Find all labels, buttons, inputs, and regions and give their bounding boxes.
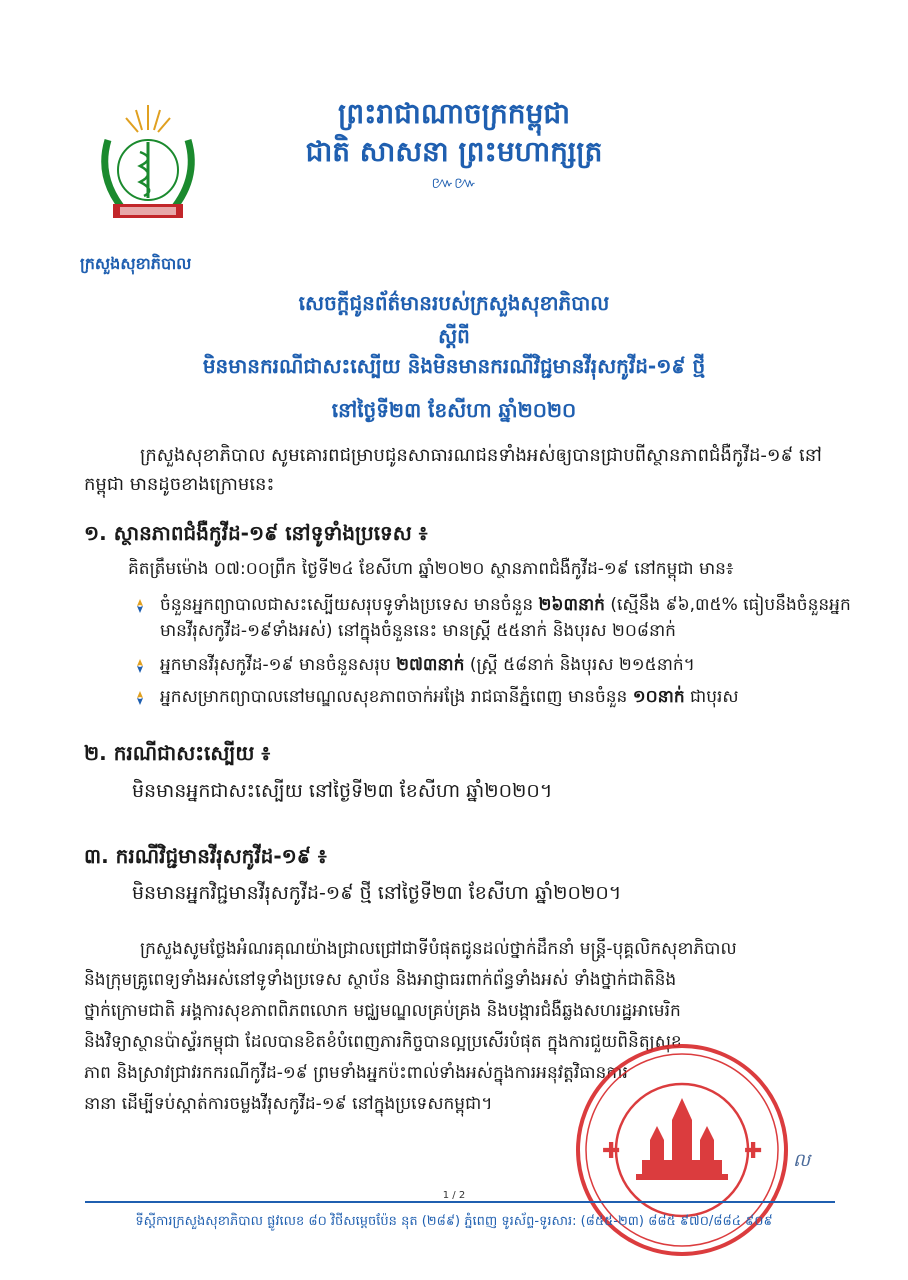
national-motto: ជាតិ សាសនា ព្រះមហាក្សត្រ: [305, 135, 603, 168]
arrow-bullet-icon: [132, 598, 148, 614]
closing-line: នានា ដើម្បីទប់ស្កាត់ការចម្លងវីរុសកូវីដ-១៩ នៅក្នុងប្រទេសកម្ពុជា។: [84, 1094, 493, 1114]
kingdom-title: ព្រះរាជាណាចក្រកម្ពុជា: [337, 97, 570, 130]
title-about: ស្តីពី: [438, 324, 470, 348]
bullet1-text-a: ចំនួនអ្នកព្យាបាលជាសះស្បើយសរុបទូទាំងប្រទេស មានចំនួន: [160, 595, 539, 615]
section3-heading: ៣. ករណីវិជ្ជមានវីរុសកូវីដ-១៩ ៖: [84, 844, 327, 868]
list-item: [132, 684, 860, 710]
closing-line: និងវិទ្យាស្ថានប៉ាស្ទ័រកម្ពុជា ដែលបានខិតខំបំពេញភារកិច្ចបានល្អប្រសើរបំផុត ក្នុងការជួយពិនិត្យសុខ: [84, 1032, 682, 1052]
bullet2-text-b: (ស្ត្រី ៥៨នាក់ និងបុរស ២១៥នាក់។: [464, 655, 695, 675]
list-item: [132, 592, 860, 645]
ministry-name: ក្រសួងសុខាភិបាល: [80, 254, 192, 273]
closing-line: ភាព និងស្រាវជ្រាវរកករណីកូវីដ-១៩ ព្រមទាំងអ្នកប៉ះពាល់ទាំងអស់ក្នុងការអនុវត្តវិធានការ: [84, 1063, 628, 1083]
bullet1-value: ២៦៣នាក់: [538, 595, 605, 615]
svg-text:✚: ✚: [744, 1139, 763, 1164]
closing-line: ក្រសួងសូមថ្លែងអំណរគុណយ៉ាងជ្រាលជ្រៅជាទីបំផុតជូនដល់ថ្នាក់ដឹកនាំ មន្ត្រី-បុគ្គលិកសុខាភិបាល: [140, 939, 737, 959]
bullet2-text-a: អ្នកមានវីរុសកូវីដ-១៩ មានចំនួនសរុប: [160, 655, 397, 675]
list-item: [132, 652, 860, 678]
document-title: សេចក្តីជូនព័ត៌មានរបស់ក្រសួងសុខាភិបាល: [298, 291, 610, 315]
handwritten-initial: ល: [793, 1150, 811, 1171]
page-number: 1 / 2: [442, 1190, 466, 1201]
section2-text: មិនមានអ្នកជាសះស្បើយ នៅថ្ងៃទី២៣ ខែសីហា ឆ្នាំ២០២០។: [132, 780, 553, 802]
section2-heading: ២. ករណីជាសះស្បើយ ៖: [84, 741, 271, 765]
section1-heading: ១. ស្ថានភាពជំងឺកូវីដ-១៩ នៅទូទាំងប្រទេស ៖: [84, 521, 428, 545]
bullet3-text-b: ជាបុរស: [684, 687, 739, 707]
footer-address: ទីស្តីការក្រសួងសុខាភិបាល ផ្លូវលេខ ៨០ វិថីសម្តេចប៉ែន នុត (២៨៩) ភ្នំពេញ ទូរស័ព្ទ-ទូរសារ: (៨៥៥-២៣) ៨៨៥ ៩៧០/៨៨៤ ៩០៩: [135, 1214, 773, 1229]
closing-line: និងក្រុមគ្រូពេទ្យទាំងអស់នៅទូទាំងប្រទេស ស្ថាប័ន និងអាជ្ញាធរពាក់ព័ន្ធទាំងអស់ ទាំងថ្នាក់ជាតិនិង: [84, 970, 677, 990]
title-date: នៅថ្ងៃទី២៣ ខែសីហា ឆ្នាំ២០២០: [331, 398, 577, 422]
intro-paragraph: ក្រសួងសុខាភិបាល សូមគោរពជម្រាបជូនសាធារណជនទាំងអស់ឲ្យបានជ្រាបពីស្ថានភាពជំងឺកូវីដ-១៩ នៅកម្ពុជា មានដូចខាងក្រោមនេះ: [84, 445, 822, 495]
ornament-divider: ៚៚: [431, 173, 477, 192]
closing-line: ថ្នាក់ក្រោមជាតិ អង្គការសុខភាពពិភពលោក មជ្ឈមណ្ឌលគ្រប់គ្រង និងបង្ការជំងឺឆ្លងសហរដ្ឋអាមេរិក: [84, 1001, 681, 1021]
section3-text: មិនមានអ្នកវិជ្ជមានវីរុសកូវីដ-១៩ ថ្មី នៅថ្ងៃទី២៣ ខែសីហា ឆ្នាំ២០២០។: [132, 882, 622, 904]
arrow-bullet-icon: [132, 658, 148, 674]
section1-lead: គិតត្រឹមម៉ោង ០៧:០០ព្រឹក ថ្ងៃទី២៤ ខែសីហា ឆ្នាំ២០២០ ស្ថានភាពជំងឺកូវីដ-១៩ នៅកម្ពុជា មាន៖: [128, 559, 734, 579]
title-subject: មិនមានករណីជាសះស្បើយ និងមិនមានករណីវិជ្ជមានវីរុសកូវីដ-១៩ ថ្មី: [202, 354, 706, 378]
bullet1-text-b: (ស្មើនឹង ៩៦,៣៥% ធៀបនឹងចំនួនអ្នកមានវីរុសកូវីដ-១៩ទាំងអស់) នៅក្នុងចំនួននេះ មានស្ត្រី ៥៥នាក់ និងបុរស ២០៨នាក់: [160, 595, 851, 642]
bullet3-text-a: អ្នកសម្រាកព្យាបាលនៅមណ្ឌលសុខភាពចាក់អង្រែ រាជធានីភ្នំពេញ មានចំនួន: [160, 687, 633, 707]
arrow-bullet-icon: [132, 690, 148, 706]
bullet2-value: ២៧៣នាក់: [396, 655, 465, 675]
bullet3-value: ១០នាក់: [632, 687, 685, 707]
footer-divider: [85, 1201, 835, 1203]
svg-text:✚: ✚: [602, 1139, 621, 1164]
